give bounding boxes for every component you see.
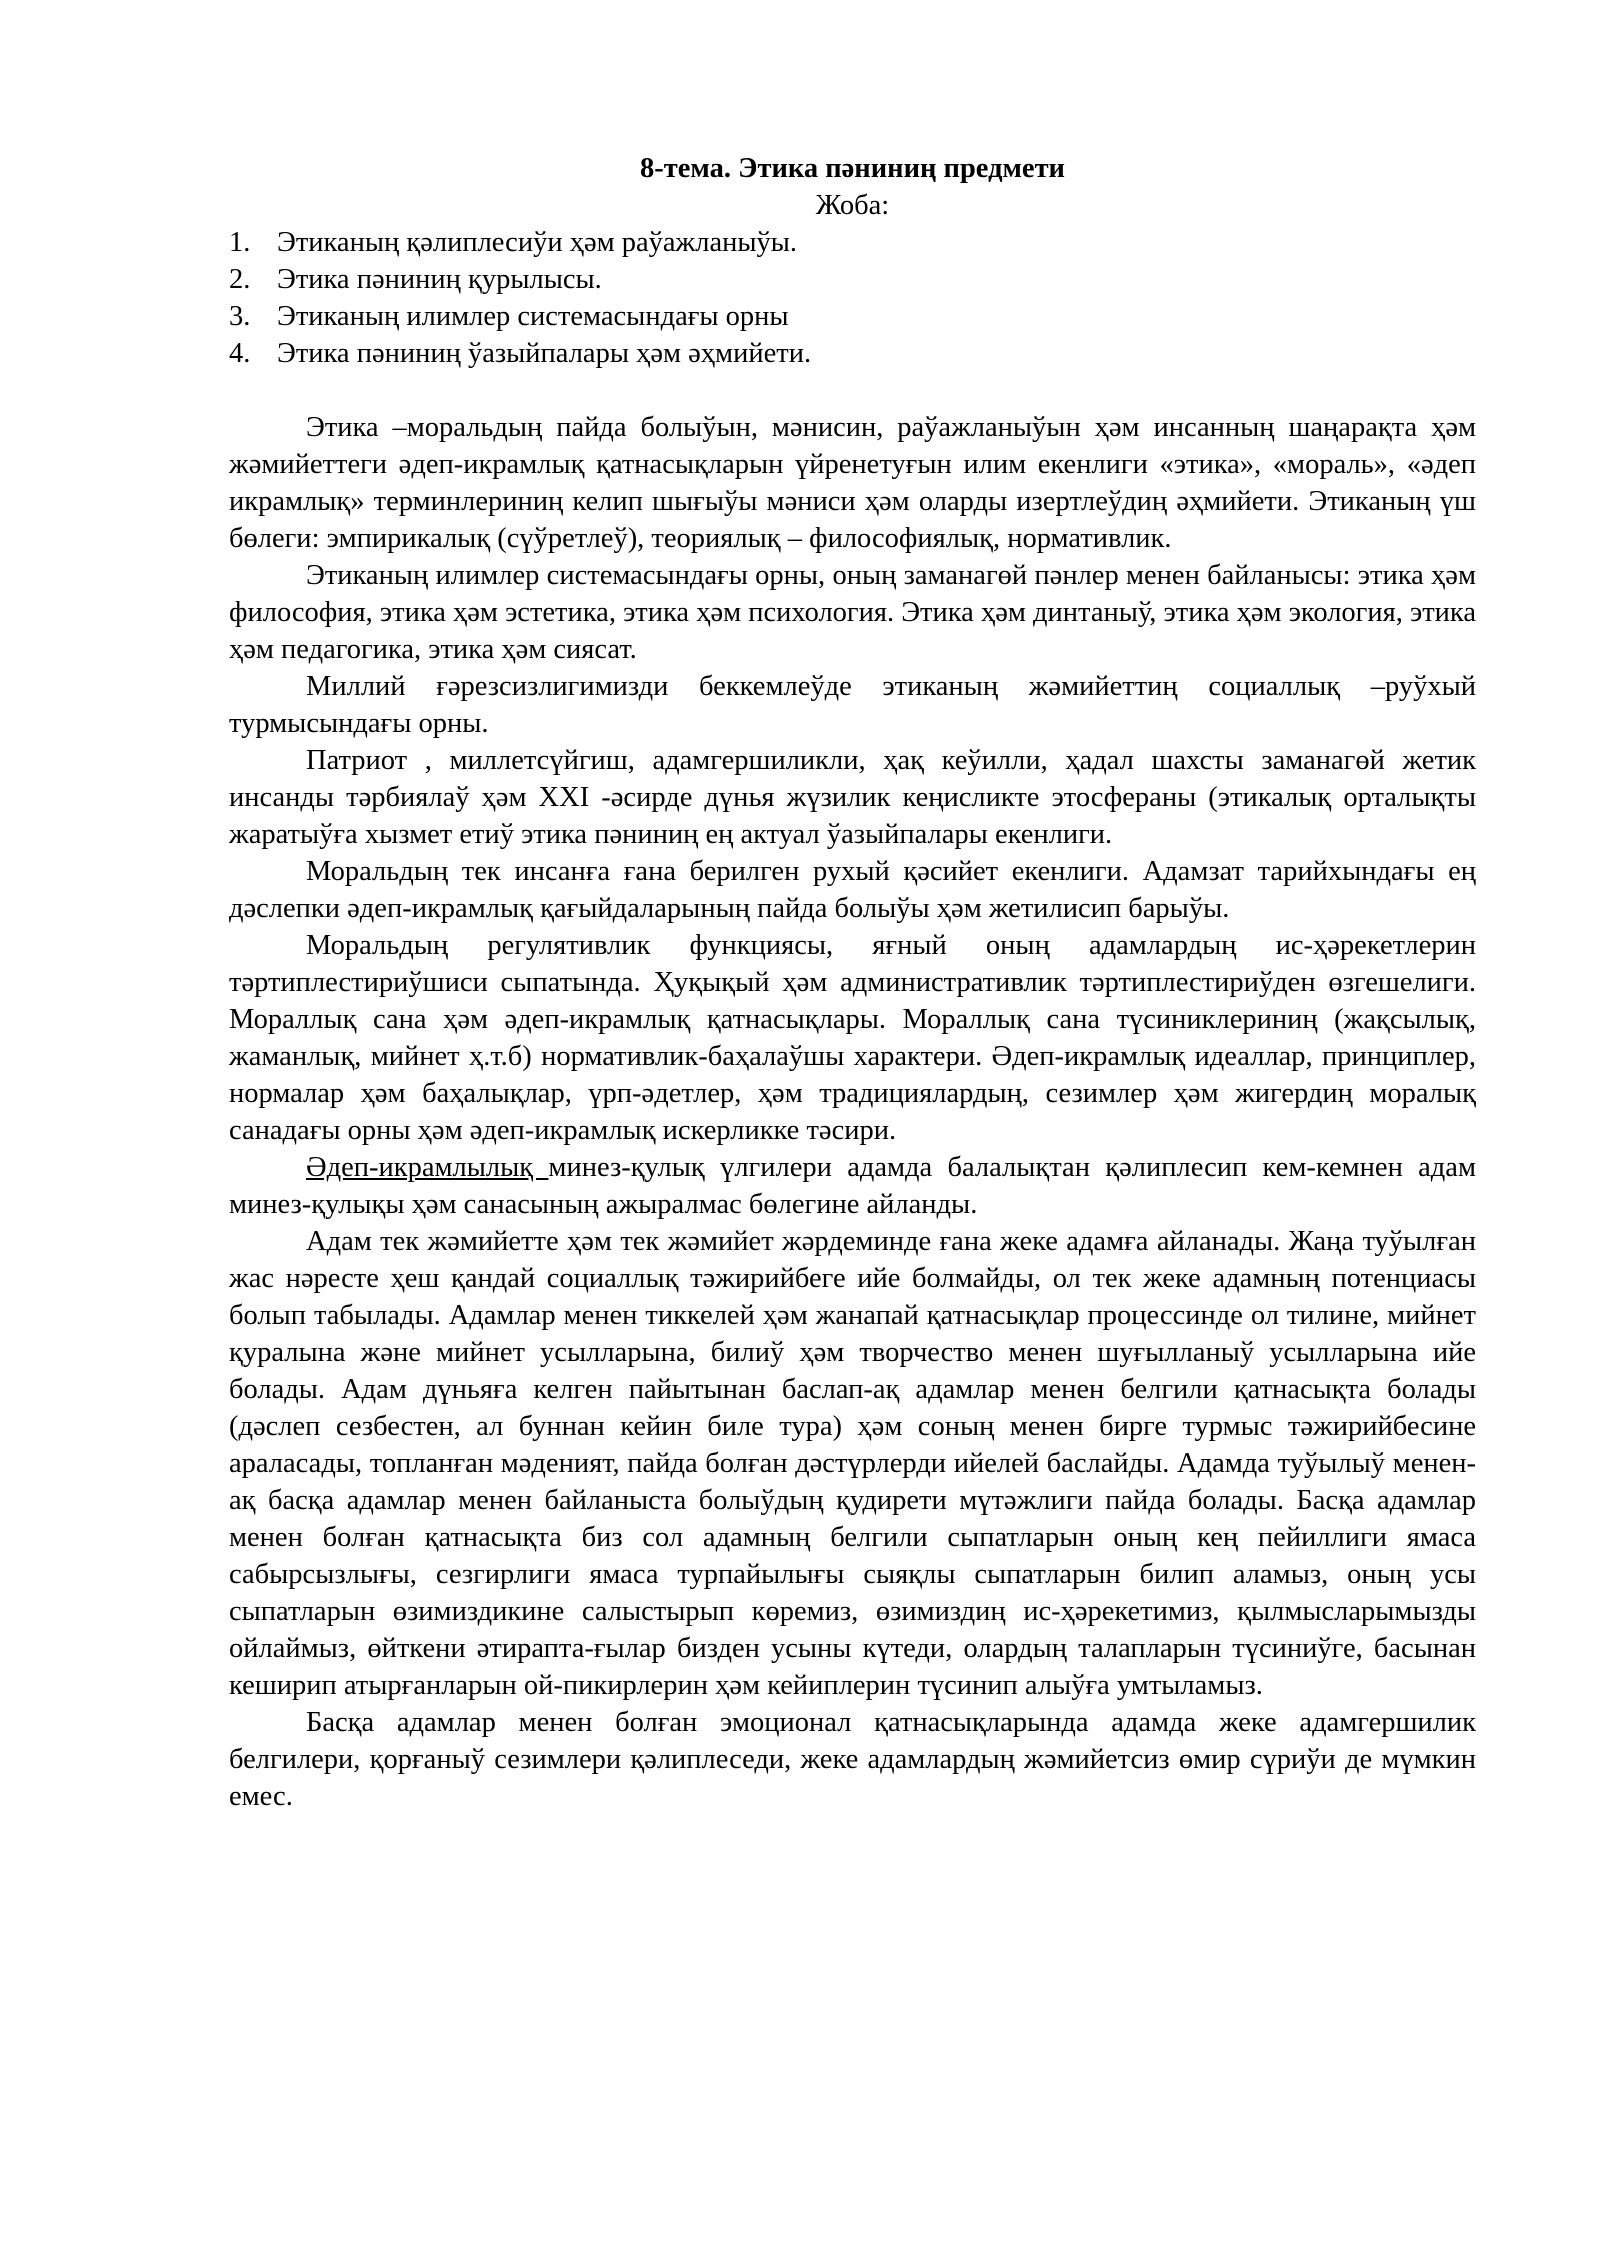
document-title: 8-тема. Этика пәниниң предмети (640, 153, 1065, 184)
plan-item-text: Этиканың қәлиплесиўи ҳәм раўажланыўы. (277, 227, 798, 258)
plan-item-number: 3. (229, 301, 251, 332)
plan-item-text: Этика пәниниң ўазыйпалары ҳәм әҳмийети. (277, 338, 812, 369)
paragraph: Басқа адамлар менен болған эмоционал қатнасықларында адамда жеке адамгершилик белгилери, қорғаныў сезимлери қәлиплеседи, жеке адамлардың жәмийетсиз өмир сүриўи де мүмкин емес. (229, 1707, 1476, 1812)
paragraph (229, 1149, 1476, 1223)
plan-item-number: 1. (229, 227, 251, 258)
plan-item-text: Этика пәниниң қурылысы. (277, 264, 602, 295)
paragraph: Патриот , миллетсүйгиш, адамгершиликли, ҳақ кеўилли, ҳадал шахсты заманагөй жетик инсанды тәрбиялаў ҳәм XXI -әсирде дүнья жүзилик кеңисликте этосфераны (этикалық орталықты жаратыўға хызмет етиў этика пәниниң ең актуал ўазыйпалары екенлиги. (229, 745, 1476, 850)
blank-line (229, 372, 1476, 409)
paragraph: Моральдың регулятивлик функциясы, яғный оның адамлардың ис-ҳәрекетлерин тәртиплестириўшиси сыпатында. Ҳуқықый ҳәм административлик тәртиплестириўден өзгешелиги. Мораллық сана ҳәм әдеп-икрамлық қатнасықлары. Мораллық сана түсиниклериниң (жақсылық, жаманлық, мийнет ҳ.т.б) нормативлик-баҳалаўшы характери. Әдеп-икрамлық идеаллар, принциплер, нормалар ҳәм баҳалықлар, үрп-әдетлер, ҳәм традициялардың, сезимлер ҳәм жигердиң моралық санадағы орны ҳәм әдеп-икрамлық искерликке тәсири. (229, 930, 1476, 1146)
paragraph: Этиканың илимлер системасындағы орны, оның заманагөй пәнлер менен байланысы: этика ҳәм философия, этика ҳәм эстетика, этика ҳәм психология. Этика ҳәм динтаныў, этика ҳәм экология, этика ҳәм педагогика, этика ҳәм сиясат. (229, 560, 1476, 665)
plan-list (229, 224, 1476, 372)
plan-item (229, 224, 1476, 261)
paragraph: Миллий ғәрезсизлигимизди беккемлеўде этиканың жәмийеттиң социаллық –руўхый турмысындағы орны. (229, 671, 1476, 739)
plan-item (229, 261, 1476, 298)
paragraph-text: минез-қулық үлгилери адамда балалықтан қәлиплесип кем-кемнен адам минез-қулықы ҳәм санасының ажыралмас бөлегине айланды. (229, 1152, 1476, 1220)
underlined-term: Әдеп-икрамлылық (306, 1152, 549, 1183)
paragraph: Моральдың тек инсанға ғана берилген рухый қәсийет екенлиги. Адамзат тарийхындағы ең дәслепки әдеп-икрамлық қағыйдаларының пайда болыўы ҳәм жетилисип барыўы. (229, 856, 1476, 924)
plan-item-number: 2. (229, 264, 251, 295)
paragraph: Этика –моральдың пайда болыўын, мәнисин, раўажланыўын ҳәм инсанның шаңарақта ҳәм жәмийеттеги әдеп-икрамлық қатнасықларын үйренетуғын илим екенлиги «этика», «мораль», «әдеп икрамлық» терминлериниң келип шығыўы мәниси ҳәм оларды изертлеўдиң әҳмийети. Этиканың үш бөлеги: эмпирикалық (сүўретлеў), теориялық – философиялық, нормативлик. (229, 412, 1476, 554)
document-page (229, 150, 1476, 1815)
plan-item-text: Этиканың илимлер системасындағы орны (277, 301, 789, 332)
plan-item (229, 335, 1476, 372)
paragraph: Адам тек жәмийетте ҳәм тек жәмийет жәрдеминде ғана жеке адамға айланады. Жаңа туўылған жас нәресте ҳеш қандай социаллық тәжирийбеге ийе болмайды, ол тек жеке адамның потенциасы болып табылады. Адамлар менен тиккелей ҳәм жанапай қатнасықлар процессинде ол тилине, мийнет қуралына және мийнет усылларына, билиў ҳәм творчество менен шуғылланыў усылларына ийе болады. Адам дүньяға келген пайытынан баслап-ақ адамлар менен белгили қатнасықта болады (дәслеп сезбестен, ал буннан кейин биле тура) ҳәм соның менен бирге турмыс тәжирийбесине араласады, топланған мәденият, пайда болған дәстүрлерди ийелей баслайды. Адамда туўылыў менен-ақ басқа адамлар менен байланыста болыўдың қудирети мүтәжлиги пайда болады. Басқа адамлар менен болған қатнасықта биз сол адамның белгили сыпатларын оның кең пейиллиги ямаса сабырсызлығы, сезгирлиги ямаса турпайылығы сыяқлы сыпатларын билип аламыз, оның усы сыпатларын өзимиздикине салыстырып көремиз, өзимиздиң ис-ҳәрекетимиз, қылмысларымызды ойлаймыз, өйткени әтирапта-ғылар бизден усыны күтеди, олардың талапларын түсиниўге, басынан кеширип атырғанларын ой-пикирлерин ҳәм кейиплерин түсинип алыўға умтыламыз. (229, 1226, 1476, 1701)
plan-item (229, 298, 1476, 335)
plan-heading: Жоба: (815, 190, 890, 221)
plan-item-number: 4. (229, 338, 251, 369)
